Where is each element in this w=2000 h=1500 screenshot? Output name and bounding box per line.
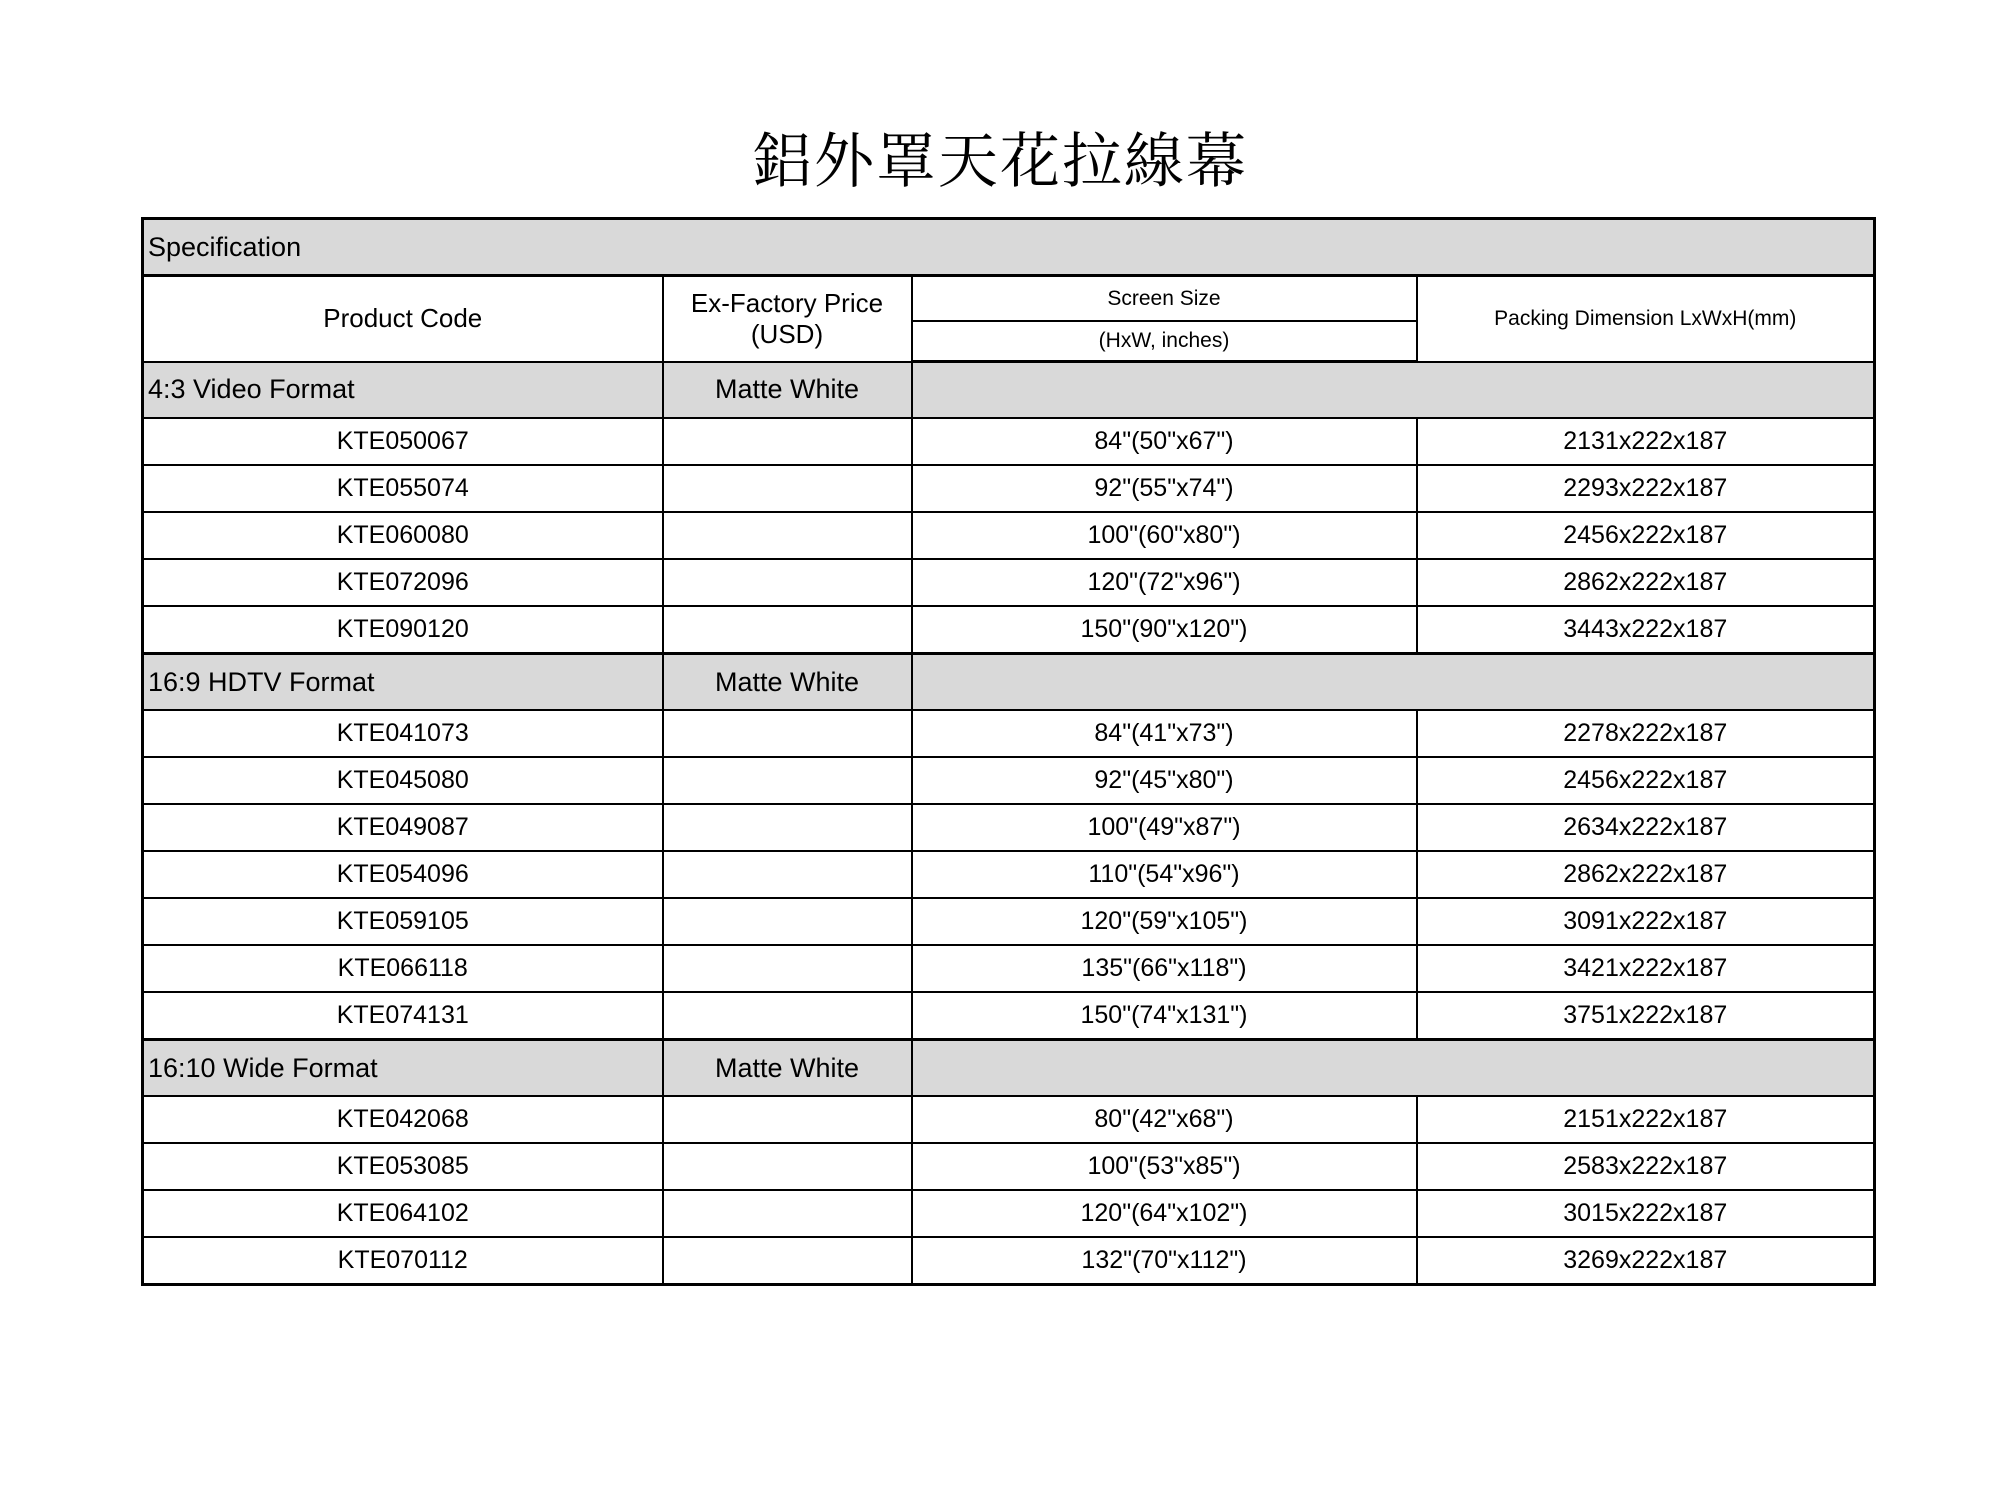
- table-row: [143, 512, 1875, 559]
- table-row: [143, 898, 1875, 945]
- price-cell: [663, 606, 912, 654]
- screen-size-cell: 120"(59"x105"): [912, 898, 1417, 945]
- product-code-cell: KTE053085: [143, 1143, 663, 1190]
- header-price: [663, 276, 912, 362]
- section-finish: Matte White: [663, 1040, 912, 1097]
- screen-size-cell: 92"(45"x80"): [912, 757, 1417, 804]
- table-row: [143, 757, 1875, 804]
- screen-size-cell: 80"(42"x68"): [912, 1096, 1417, 1143]
- price-cell: [663, 945, 912, 992]
- packing-dimension-cell: 3269x222x187: [1417, 1237, 1875, 1285]
- spec-table: [141, 217, 1876, 1286]
- header-screen-size: Screen Size: [912, 276, 1417, 322]
- price-cell: [663, 1143, 912, 1190]
- table-row: [143, 418, 1875, 465]
- spec-header-row: [143, 219, 1875, 276]
- screen-size-cell: 135"(66"x118"): [912, 945, 1417, 992]
- price-cell: [663, 1190, 912, 1237]
- header-price-line1: Ex-Factory Price: [690, 287, 884, 318]
- screen-size-cell: 150"(90"x120"): [912, 606, 1417, 654]
- table-row: [143, 710, 1875, 757]
- product-code-cell: KTE060080: [143, 512, 663, 559]
- price-cell: [663, 1237, 912, 1285]
- screen-size-cell: 84"(41"x73"): [912, 710, 1417, 757]
- screen-size-cell: 100"(49"x87"): [912, 804, 1417, 851]
- table-row: [143, 559, 1875, 606]
- section-blank-cell: [912, 362, 1875, 419]
- price-cell: [663, 898, 912, 945]
- table-row: [143, 992, 1875, 1040]
- price-cell: [663, 710, 912, 757]
- price-cell: [663, 804, 912, 851]
- section-name: 16:10 Wide Format: [143, 1040, 663, 1097]
- packing-dimension-cell: 2634x222x187: [1417, 804, 1875, 851]
- packing-dimension-cell: 2278x222x187: [1417, 710, 1875, 757]
- price-cell: [663, 757, 912, 804]
- product-code-cell: KTE050067: [143, 418, 663, 465]
- table-row: [143, 851, 1875, 898]
- price-cell: [663, 418, 912, 465]
- section-finish: Matte White: [663, 654, 912, 711]
- table-row: [143, 1096, 1875, 1143]
- product-code-cell: KTE059105: [143, 898, 663, 945]
- spec-label: Specification: [143, 219, 1875, 276]
- screen-size-cell: 84"(50"x67"): [912, 418, 1417, 465]
- section-name: 4:3 Video Format: [143, 362, 663, 419]
- price-cell: [663, 512, 912, 559]
- packing-dimension-cell: 3751x222x187: [1417, 992, 1875, 1040]
- table-row: [143, 606, 1875, 654]
- header-product-code: Product Code: [143, 276, 663, 362]
- table-row: [143, 945, 1875, 992]
- packing-dimension-cell: 2862x222x187: [1417, 851, 1875, 898]
- table-body: [143, 219, 1875, 1285]
- screen-size-cell: 150"(74"x131"): [912, 992, 1417, 1040]
- product-code-cell: KTE072096: [143, 559, 663, 606]
- price-cell: [663, 559, 912, 606]
- section-row: [143, 362, 1875, 419]
- section-name: 16:9 HDTV Format: [143, 654, 663, 711]
- screen-size-cell: 92"(55"x74"): [912, 465, 1417, 512]
- packing-dimension-cell: 2456x222x187: [1417, 757, 1875, 804]
- table-row: [143, 1237, 1875, 1285]
- table-row: [143, 1190, 1875, 1237]
- column-header-row: [143, 276, 1875, 322]
- packing-dimension-cell: 2456x222x187: [1417, 512, 1875, 559]
- product-code-cell: KTE041073: [143, 710, 663, 757]
- section-finish: Matte White: [663, 362, 912, 419]
- table-row: [143, 1143, 1875, 1190]
- product-code-cell: KTE042068: [143, 1096, 663, 1143]
- header-price-line2: (USD): [750, 318, 824, 349]
- product-code-cell: KTE066118: [143, 945, 663, 992]
- packing-dimension-cell: 3091x222x187: [1417, 898, 1875, 945]
- product-code-cell: KTE064102: [143, 1190, 663, 1237]
- packing-dimension-cell: 2131x222x187: [1417, 418, 1875, 465]
- screen-size-cell: 120"(72"x96"): [912, 559, 1417, 606]
- packing-dimension-cell: 3421x222x187: [1417, 945, 1875, 992]
- screen-size-cell: 120"(64"x102"): [912, 1190, 1417, 1237]
- section-blank-cell: [912, 1040, 1875, 1097]
- table-row: [143, 804, 1875, 851]
- header-screen-size-sub: (HxW, inches): [912, 321, 1417, 362]
- price-cell: [663, 851, 912, 898]
- product-code-cell: KTE055074: [143, 465, 663, 512]
- product-code-cell: KTE074131: [143, 992, 663, 1040]
- packing-dimension-cell: 2583x222x187: [1417, 1143, 1875, 1190]
- section-row: [143, 1040, 1875, 1097]
- packing-dimension-cell: 3443x222x187: [1417, 606, 1875, 654]
- screen-size-cell: 100"(60"x80"): [912, 512, 1417, 559]
- section-blank-cell: [912, 654, 1875, 711]
- screen-size-cell: 100"(53"x85"): [912, 1143, 1417, 1190]
- packing-dimension-cell: 3015x222x187: [1417, 1190, 1875, 1237]
- price-cell: [663, 992, 912, 1040]
- product-code-cell: KTE054096: [143, 851, 663, 898]
- header-packing: Packing Dimension LxWxH(mm): [1417, 276, 1875, 362]
- screen-size-cell: 110"(54"x96"): [912, 851, 1417, 898]
- screen-size-cell: 132"(70"x112"): [912, 1237, 1417, 1285]
- price-cell: [663, 1096, 912, 1143]
- packing-dimension-cell: 2151x222x187: [1417, 1096, 1875, 1143]
- packing-dimension-cell: 2862x222x187: [1417, 559, 1875, 606]
- packing-dimension-cell: 2293x222x187: [1417, 465, 1875, 512]
- section-row: [143, 654, 1875, 711]
- product-code-cell: KTE070112: [143, 1237, 663, 1285]
- page-title: 鋁外罩天花拉線幕: [752, 127, 1248, 197]
- product-code-cell: KTE049087: [143, 804, 663, 851]
- product-code-cell: KTE090120: [143, 606, 663, 654]
- table-row: [143, 465, 1875, 512]
- product-code-cell: KTE045080: [143, 757, 663, 804]
- price-cell: [663, 465, 912, 512]
